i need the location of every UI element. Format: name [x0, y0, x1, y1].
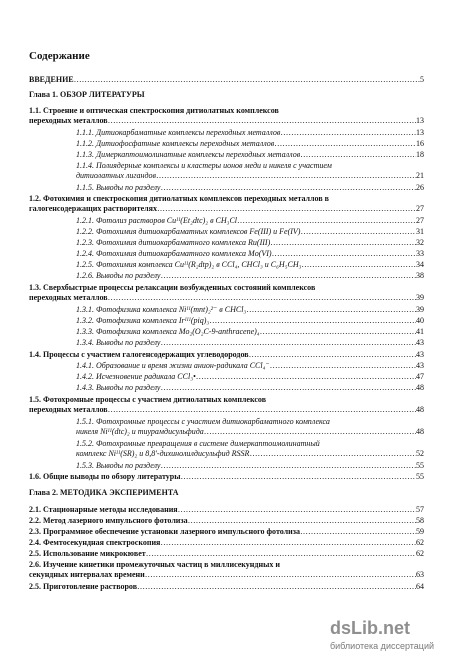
toc-entry-page: 5 — [420, 75, 424, 84]
dot-leader — [300, 227, 416, 237]
toc-entry — [76, 128, 424, 138]
dot-leader — [74, 75, 420, 85]
toc-entry-page: 34 — [416, 260, 424, 269]
toc-entry-title: 1.4.1. Образование и время жизни анион-радикала CCl₄⁻ — [76, 361, 270, 370]
dot-leader — [145, 570, 416, 580]
dot-leader — [260, 327, 416, 337]
toc-entry-page: 43 — [416, 338, 424, 347]
toc-entry-title: 1.5.2. Фотохромные превращения в системе димеркаптоимолинатный — [76, 439, 320, 448]
toc-entry-title: 2.5. Использование микрокювет — [29, 549, 146, 558]
toc-entry — [76, 338, 424, 348]
toc-entry-page: 38 — [416, 271, 424, 280]
toc-entry-title: 2.6. Изучение кинетики промежуточных частиц в миллисекундных и — [29, 560, 280, 569]
toc-entry — [29, 194, 424, 214]
dot-leader — [246, 305, 416, 315]
toc-entry — [76, 227, 424, 237]
toc-entry — [76, 417, 424, 437]
toc-entry-title: 1.5.3. Выводы по разделу — [76, 461, 161, 470]
toc-entry-page: 64 — [416, 582, 424, 591]
toc-entry-title: 1.1.5. Выводы по разделу — [76, 183, 161, 192]
dot-leader — [146, 549, 416, 559]
toc-entry-page: 31 — [416, 227, 424, 236]
watermark-brand: dsLib.net — [330, 618, 410, 638]
dot-leader — [160, 338, 416, 348]
toc-entry-title: 1.2.3. Фотохимия дитиокарбаматного комплекса Ru(III) — [76, 238, 271, 247]
toc-entry-title: никеля Niᴵᴵ(dtc)₂ и тиурамдисульфида — [76, 427, 204, 436]
toc-entry-page: 41 — [416, 327, 424, 336]
toc-entry — [29, 488, 424, 498]
toc-entry-page: 59 — [416, 527, 424, 536]
toc-entry — [76, 439, 424, 459]
dot-leader — [108, 116, 416, 126]
toc-entry — [76, 260, 424, 270]
dot-leader — [249, 449, 416, 459]
toc-entry-title: 1.4.3. Выводы по разделу — [76, 383, 161, 392]
toc-entry-title: Глава 1. ОБЗОР ЛИТЕРАТУРЫ — [29, 90, 145, 99]
toc-entry-title: 1.3.3. Фотофизика комплекса Mo₂(O₂C-9-anthracene)₄ — [76, 327, 260, 336]
toc-entry — [29, 538, 424, 548]
dot-leader — [301, 260, 416, 270]
toc-entry-page: 43 — [416, 350, 424, 359]
toc-entry-title: 1.2.5. Фотохимия комплекса Cuᴵᴵ(R₂dtp)₂ в CCl₄, CHCl₃ и C₆H₅CH₃ — [76, 260, 302, 269]
dot-leader — [270, 361, 416, 371]
toc-entry-title: 1.2.2. Фотохимия дитиокарбаматных комплексов Fe(III) и Fe(IV) — [76, 227, 301, 236]
dot-leader — [280, 128, 416, 138]
toc-entry-title: 1.3.4. Выводы по разделу — [76, 338, 161, 347]
toc-entry — [76, 150, 424, 160]
toc-entry-page: 21 — [416, 171, 424, 180]
toc-entry-title: 2.2. Метод лазерного импульсного фотолиза — [29, 516, 188, 525]
dot-leader — [209, 316, 416, 326]
dot-leader — [300, 527, 416, 537]
dot-leader — [160, 538, 416, 548]
dot-leader — [108, 405, 416, 415]
toc-entry — [76, 327, 424, 337]
toc-entry-page: 55 — [416, 461, 424, 470]
toc-entry-title: переходных металлов — [29, 116, 108, 125]
toc-entry-page: 57 — [416, 505, 424, 514]
toc-entry-page: 63 — [416, 570, 424, 579]
toc-entry-title: 2.1. Стационарные методы исследования — [29, 505, 178, 514]
toc-entry-page: 27 — [416, 204, 424, 213]
dot-leader — [137, 582, 416, 592]
toc-entry-title: Глава 2. МЕТОДИКА ЭКСПЕРИМЕНТА — [29, 488, 179, 497]
toc-entry-title: 1.3. Сверхбыстрые процессы релаксации возбужденных состояний комплексов — [29, 283, 316, 292]
toc-entry — [76, 316, 424, 326]
dot-leader — [274, 139, 416, 149]
toc-entry-page: 62 — [416, 538, 424, 547]
dot-leader — [160, 461, 416, 471]
toc-entry-title: секундных интервалах времени — [29, 570, 145, 579]
toc-entry-page: 27 — [416, 216, 424, 225]
toc-entry-page: 32 — [416, 238, 424, 247]
watermark-subtitle: библиотека диссертаций — [330, 641, 435, 651]
toc-entry-page: 62 — [416, 549, 424, 558]
toc-entry-title: 1.6. Общие выводы по обзору литературы — [29, 472, 181, 481]
toc-entry-title: 2.3. Программное обеспечение установки лазерного импульсного фотолиза — [29, 527, 300, 536]
toc-entry-page: 52 — [416, 449, 424, 458]
toc-entry — [76, 271, 424, 281]
toc-entry-title: 1.1.4. Полиядерные комплексы и кластеры ионов меди и никеля с участием — [76, 161, 332, 170]
toc-entry-page: 16 — [416, 139, 424, 148]
toc-entry-title: 2.5. Приготовление растворов — [29, 582, 138, 591]
toc-entry-page: 13 — [416, 116, 424, 125]
toc-entry-page: 18 — [416, 150, 424, 159]
toc-entry-title: галогенсодержащих растворителях — [29, 204, 157, 213]
dot-leader — [160, 183, 416, 193]
toc-entry-page: 48 — [416, 427, 424, 436]
toc-entry-title: комплекс Niᴵᴵ(SR)₂ и 8,8'-дихинолилдисульфид RSSR — [76, 449, 250, 458]
toc-entry-page: 58 — [416, 516, 424, 525]
toc-entry-page: 39 — [416, 293, 424, 302]
toc-entry-title: 1.2.4. Фотохимия дитиокарбаматного комплекса Mo(VI) — [76, 249, 272, 258]
toc-entry — [29, 75, 424, 85]
dot-leader — [156, 171, 416, 181]
toc-title: Содержание — [29, 50, 90, 62]
toc-entry — [76, 161, 424, 181]
toc-entry — [29, 516, 424, 526]
dot-leader — [270, 238, 416, 248]
toc-entry-title: 1.2.6. Выводы по разделу — [76, 271, 161, 280]
toc-entry — [29, 582, 424, 592]
toc-entry — [29, 560, 424, 580]
dot-leader — [300, 150, 416, 160]
dot-leader — [181, 472, 417, 482]
watermark-logo — [330, 618, 410, 639]
dot-leader — [196, 372, 416, 382]
toc-entry-title: 1.4.2. Исчезновение радикала CCl₃• — [76, 372, 196, 381]
toc-entry-title: переходных металлов — [29, 293, 108, 302]
toc-entry-title: 1.5. Фотохромные процессы с участием дитиолатных комплексов — [29, 395, 267, 404]
toc-entry — [29, 549, 424, 559]
toc-entry-page: 39 — [416, 305, 424, 314]
toc-entry-page: 43 — [416, 361, 424, 370]
toc-entry-page: 13 — [416, 128, 424, 137]
toc-entry — [76, 183, 424, 193]
toc-entry — [76, 238, 424, 248]
toc-entry-title: дитиолатных лигандов — [76, 171, 157, 180]
toc-entry — [29, 106, 424, 126]
toc-entry — [29, 350, 424, 360]
dot-leader — [272, 249, 416, 259]
toc-entry-title: 1.1.1. Дитиокарбаматные комплексы переходных металлов — [76, 128, 281, 137]
toc-entry-page: 26 — [416, 183, 424, 192]
toc-entry-title: 1.1.3. Димеркаптоимолинатные комплексы переходных металлов — [76, 150, 301, 159]
dot-leader — [160, 383, 416, 393]
toc-entry-page: 55 — [416, 472, 424, 481]
toc-entry — [29, 472, 424, 482]
toc-entry-page: 47 — [416, 372, 424, 381]
toc-entry-page: 48 — [416, 383, 424, 392]
toc-entry-title: 1.1.2. Дитиофосфатные комплексы переходных металлов — [76, 139, 275, 148]
toc-entry — [76, 461, 424, 471]
dot-leader — [108, 293, 416, 303]
toc-entry-title: 1.2.1. Фотолиз растворов Cuᴵᴵ(Et₂dtc)₂ в CH₃Cl — [76, 216, 238, 225]
toc-entry — [29, 395, 424, 415]
dot-leader — [204, 427, 416, 437]
toc-entry-title: 1.3.1. Фотофизика комплекса Niᴵᴵ(mnt)₂²⁻ в CHCl₃ — [76, 305, 247, 314]
toc-entry-title: 1.5.1. Фотохромные процессы с участием дитиокарбаматного комплекса — [76, 417, 330, 426]
toc-entry-page: 33 — [416, 249, 424, 258]
toc-entry-title: 1.1. Строение и оптическая спектроскопия дитиолатных комплексов — [29, 106, 279, 115]
toc-entry — [76, 361, 424, 371]
dot-leader — [160, 271, 416, 281]
dot-leader — [249, 350, 416, 360]
toc-entry-title: 1.4. Процессы с участием галогенсодержащих углеводородов — [29, 350, 249, 359]
dot-leader — [178, 505, 416, 515]
toc-entry-page: 48 — [416, 405, 424, 414]
toc-entry — [76, 216, 424, 226]
toc-entry — [76, 249, 424, 259]
toc-entry — [76, 139, 424, 149]
toc-entry — [29, 527, 424, 537]
toc-entry-title: переходных металлов — [29, 405, 108, 414]
toc-entry — [29, 505, 424, 515]
toc-entry-title: ВВЕДЕНИЕ — [29, 75, 74, 84]
toc-entry — [76, 305, 424, 315]
toc-entry — [29, 90, 424, 100]
toc-entry — [29, 283, 424, 303]
toc-entry-page: 40 — [416, 316, 424, 325]
dot-leader — [188, 516, 416, 526]
dot-leader — [157, 204, 416, 214]
toc-entry-title: 1.3.2. Фотофизика комплекса Irᴵᴵᴵ(piq)₃ — [76, 316, 210, 325]
dot-leader — [237, 216, 416, 226]
toc-entry — [76, 372, 424, 382]
toc-entry-title: 2.4. Фемтосекундная спектроскопия — [29, 538, 161, 547]
toc-entry-title: 1.2. Фотохимия и спектроскопия дитиолатных комплексов переходных металлов в — [29, 194, 329, 203]
toc-entry — [76, 383, 424, 393]
